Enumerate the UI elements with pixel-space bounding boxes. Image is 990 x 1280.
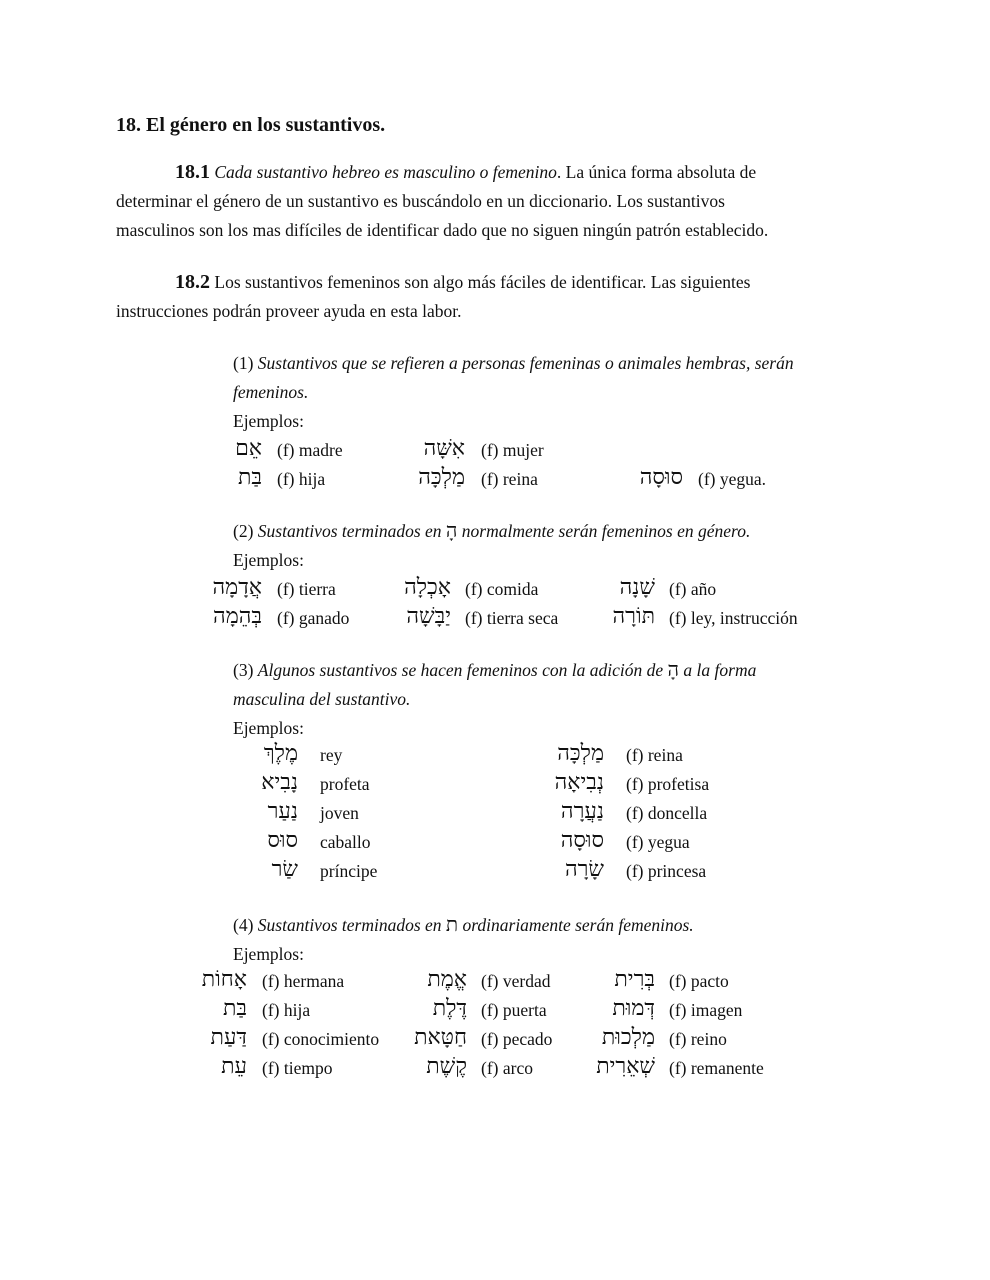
gloss: príncipe	[320, 861, 378, 881]
hebrew-word: קֶשֶׁת	[426, 1053, 467, 1078]
gloss: (f) pecado	[481, 1029, 553, 1049]
hebrew-word: דַּעַת	[210, 1024, 247, 1049]
examples-label: Ejemplos:	[233, 550, 304, 570]
gloss: (f) princesa	[626, 861, 707, 881]
gloss: (f) conocimiento	[262, 1029, 380, 1049]
rule-text: Sustantivos terminados en	[257, 521, 446, 541]
hebrew-word: נַעַר	[267, 798, 298, 823]
gloss: (f) yegua	[626, 832, 690, 852]
gloss: (f) hija	[262, 1000, 311, 1020]
hebrew-word: אֱמֶת	[427, 966, 467, 991]
hebrew-word: אֵם	[235, 435, 262, 460]
gloss: (f) reina	[481, 469, 538, 489]
hebrew-word: שַׂר	[271, 856, 298, 881]
gloss: (f) verdad	[481, 971, 551, 991]
rule-text: femeninos.	[233, 382, 309, 402]
rule-text: masculina del sustantivo.	[233, 689, 411, 709]
examples-label: Ejemplos:	[233, 718, 304, 738]
paragraph-number: 18.1	[175, 161, 210, 183]
gloss: (f) reina	[626, 745, 683, 765]
gloss: (f) mujer	[481, 440, 544, 460]
gloss: (f) hermana	[262, 971, 345, 991]
gloss: (f) tierra	[277, 579, 336, 599]
examples-label: Ejemplos:	[233, 944, 304, 964]
gloss: (f) reino	[669, 1029, 727, 1049]
paragraph-18-1-line1	[175, 161, 756, 183]
italic-statement: Cada sustantivo hebreo es masculino o femenino	[214, 162, 557, 182]
hebrew-word: שָׂרָה	[564, 856, 604, 881]
paragraph-18-1-line2: determinar el género de un sustantivo es buscándolo en un diccionario. Los sustantivos	[116, 191, 725, 211]
hebrew-word: דְּמוּת	[612, 995, 655, 1020]
hebrew-word: מַלְכָּה	[418, 464, 465, 489]
hebrew-word: שָׁנָה	[619, 574, 655, 599]
rule-1-line1	[233, 352, 794, 374]
hebrew-word: נְבִיאָה	[554, 769, 604, 794]
gloss: profeta	[320, 774, 370, 794]
gloss: rey	[320, 745, 343, 765]
hebrew-word: אָכְלָה	[404, 574, 451, 599]
paragraph-18-2-line1	[175, 271, 750, 293]
hebrew-word: נָבִיא	[261, 769, 298, 794]
gloss: (f) imagen	[669, 1000, 743, 1020]
hebrew-word: עֵת	[221, 1053, 247, 1078]
rule-text: normalmente serán femeninos en género.	[457, 521, 751, 541]
hebrew-word: דֶּלֶת	[432, 995, 467, 1020]
rule-number: (4)	[233, 915, 258, 935]
hebrew-letter: הָ	[667, 659, 680, 681]
rule-number: (3)	[233, 660, 258, 680]
paragraph-text: Los sustantivos femeninos son algo más fáciles de identificar. Las siguientes	[210, 272, 751, 292]
hebrew-word: סוּסָה	[639, 464, 683, 489]
hebrew-word: שְׁאֵרִית	[596, 1053, 655, 1078]
rule-2-line1	[233, 520, 750, 542]
gloss: (f) profetisa	[626, 774, 710, 794]
gloss: (f) tierra seca	[465, 608, 559, 628]
rule-1-line2	[233, 381, 308, 403]
examples-label: Ejemplos:	[233, 411, 304, 431]
hebrew-word: מַלְכָּה	[557, 740, 604, 765]
rule-3-line2	[233, 688, 410, 710]
gloss: (f) yegua.	[698, 469, 767, 489]
gloss: (f) arco	[481, 1058, 533, 1078]
section-heading: 18. El género en los sustantivos.	[116, 114, 386, 136]
paragraph-18-2-line2: instrucciones podrán proveer ayuda en esta labor.	[116, 301, 462, 321]
rule-text: ordinariamente serán femeninos.	[458, 915, 694, 935]
gloss: caballo	[320, 832, 371, 852]
hebrew-word: מַלְכוּת	[601, 1024, 655, 1049]
gloss: (f) hija	[277, 469, 326, 489]
hebrew-word: אָחוֹת	[201, 966, 247, 991]
rule-3-line1	[233, 659, 756, 681]
gloss: (f) remanente	[669, 1058, 764, 1078]
hebrew-word: בְּרִית	[614, 966, 655, 991]
gloss: (f) comida	[465, 579, 539, 599]
rule-text: a la forma	[679, 660, 757, 680]
rule-4-line1	[233, 914, 694, 936]
hebrew-word: סוּס	[267, 827, 298, 852]
hebrew-word: בְּהֵמָה	[213, 603, 262, 628]
hebrew-word: בַּת	[237, 464, 262, 489]
gloss: (f) año	[669, 579, 717, 599]
hebrew-word: נַעֲרָה	[560, 798, 604, 823]
rule-text: Sustantivos terminados en	[257, 915, 446, 935]
gloss: joven	[320, 803, 359, 823]
hebrew-word: תּוֹרָה	[612, 603, 655, 628]
paragraph-18-1-line3: masculinos son los mas difíciles de identificar dado que no siguen ningún patrón establecido.	[116, 220, 769, 240]
hebrew-word: יַבָּשָׁה	[406, 603, 451, 628]
gloss: (f) ganado	[277, 608, 350, 628]
hebrew-word: בַּת	[222, 995, 247, 1020]
gloss: (f) doncella	[626, 803, 708, 823]
gloss: (f) madre	[277, 440, 343, 460]
paragraph-number: 18.2	[175, 271, 210, 293]
gloss: (f) puerta	[481, 1000, 547, 1020]
rule-number: (1)	[233, 353, 258, 373]
hebrew-word: אִשָּׁה	[423, 435, 465, 460]
gloss: (f) tiempo	[262, 1058, 333, 1078]
gloss: (f) pacto	[669, 971, 729, 991]
paragraph-text: . La única forma absoluta de	[556, 162, 757, 182]
rule-text: Sustantivos que se refieren a personas femeninas o animales hembras, serán	[257, 353, 794, 373]
hebrew-letter: ת	[445, 914, 459, 936]
hebrew-word: חַטָּאת	[414, 1024, 467, 1049]
rule-text: Algunos sustantivos se hacen femeninos con la adición de	[257, 660, 668, 680]
hebrew-word: מֶלֶךְ	[263, 740, 298, 765]
hebrew-word: סוּסָה	[560, 827, 604, 852]
rule-number: (2)	[233, 521, 258, 541]
hebrew-word: אֲדָמָה	[212, 574, 262, 599]
hebrew-letter: הָ	[445, 520, 458, 542]
gloss: (f) ley, instrucción	[669, 608, 798, 628]
